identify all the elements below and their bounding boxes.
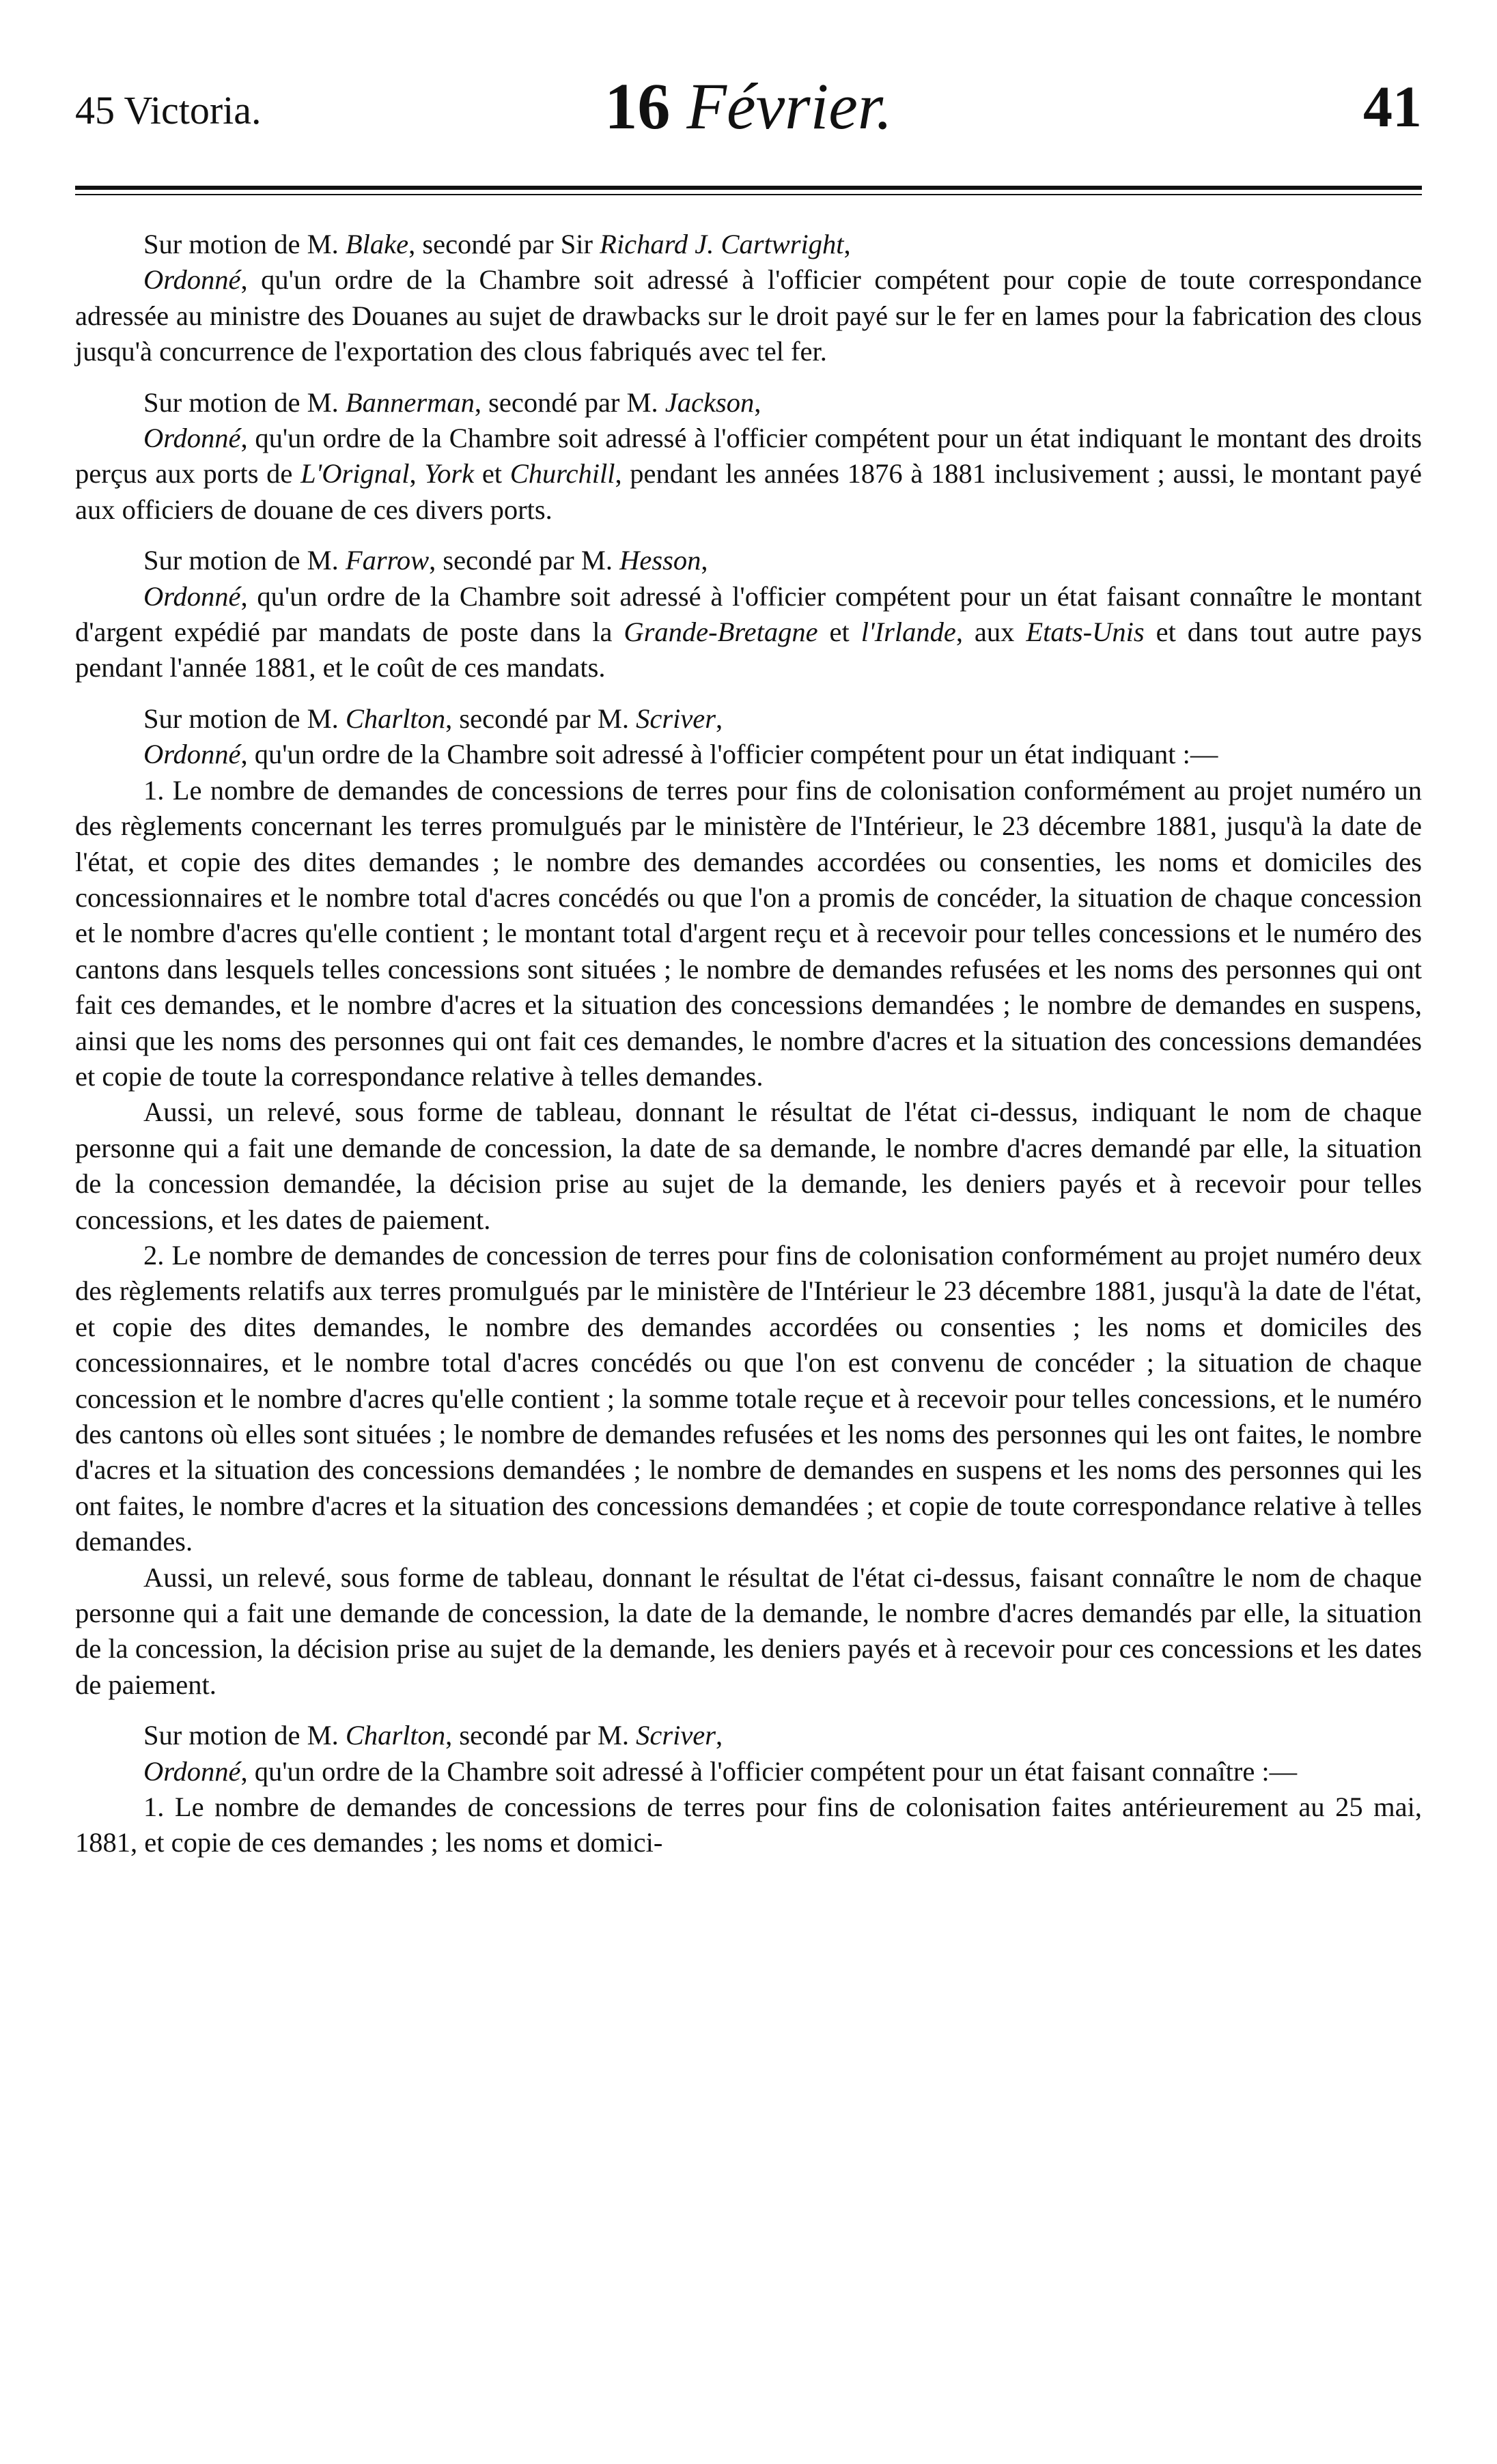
- motion-5-heading: Sur motion de M. Charlton, secondé par M. Scriver,: [143, 1720, 723, 1751]
- motion-3-heading: Sur motion de M. Farrow, secondé par M. Hesson,: [143, 545, 708, 576]
- place-name: l'Irlande: [861, 617, 956, 648]
- session-label: 45 Victoria.: [75, 88, 262, 132]
- place-name: Churchill: [509, 458, 615, 490]
- ordonne-label: Ordonné: [143, 264, 241, 296]
- motion-4-order: Ordonné, qu'un ordre de la Chambre soit adressé à l'officier compétent pour un état indiquant :—: [143, 739, 1218, 770]
- place-name: York: [424, 458, 475, 490]
- place-name: Etats-Unis: [1026, 617, 1145, 648]
- date-month: Février.: [686, 70, 893, 143]
- motion-1-order: Ordonné, qu'un ordre de la Chambre soit adressé à l'officier compétent pour copie de toute correspondance adressée au ministre des Douanes au sujet de drawbacks sur le droit payé sur le fer en lames pour la fabrication des clous jusqu'à concurrence de l'exportation des clous fabriqués avec tel fer.: [75, 264, 1422, 367]
- ordonne-label: Ordonné: [143, 423, 241, 454]
- motion-2-order: Ordonné, qu'un ordre de la Chambre soit adressé à l'officier compétent pour un état indiquant le montant des droits perçus aux ports de L'Orignal, York et Churchill, pendant les années 1876 à 1881 inclusivement ; aussi, le montant payé aux officiers de douane de ces divers ports.: [75, 423, 1422, 525]
- motion-5-item: 1. Le nombre de demandes de concessions de terres pour fins de colonisation faites antérieurement au 25 mai, 1881, et copie de ces demandes ; les noms et domici-: [75, 1792, 1422, 1858]
- mover-name: Bannerman: [345, 386, 475, 418]
- motion-4-item: Aussi, un relevé, sous forme de tableau, donnant le résultat de l'état ci-dessus, faisant connaître le nom de chaque personne qui a fait une demande de concession, la date de la demande, le nombre d'acres demandés par elle, la situation de la concession, la décision prise au sujet de la demande, les deniers payés et à recevoir pour ces concessions et les dates de paiement.: [75, 1561, 1422, 1700]
- ordonne-label: Ordonné: [143, 739, 241, 770]
- mover-name: Charlton: [345, 703, 446, 734]
- seconder-name: Hesson: [619, 545, 701, 576]
- page-number: 41: [1363, 74, 1422, 139]
- motion-4-item: 1. Le nombre de demandes de concessions de terres pour fins de colonisation conformément au projet numéro un des règlements concernant les terres promulgués par le ministère de l'Intérieur, le 23 décembre 1881, jusqu'à la date de l'état, et copie des dites demandes ; le nombre des demandes accordées ou consenties, les noms et domiciles des concessionnaires et le nombre total d'acres concédés ou que l'on a promis de concéder, la situation de chaque concession et le nombre d'acres qu'elle contient ; le montant total d'argent reçu et à recevoir pour telles concessions et le numéro des cantons dans lesquels telles concessions sont situées ; le nombre de demandes refusées et les noms des personnes qui ont fait ces demandes, et le nombre d'acres et la situation des concessions demandées ; le nombre de demandes en suspens, ainsi que les noms des personnes qui ont fait ces demandes, le nombre d'acres et la situation des concessions demandées et copie de toute la correspondance relative à telles demandes.: [75, 774, 1422, 1092]
- motion-3-order: Ordonné, qu'un ordre de la Chambre soit adressé à l'officier compétent pour un état faisant connaître le montant d'argent expédié par mandats de poste dans la Grande-Bretagne et l'Irlande, aux Etats-Unis et dans tout autre pays pendant l'année 1881, et le coût de ces mandats.: [75, 580, 1423, 683]
- date-heading: [75, 68, 1422, 144]
- motion-1-heading: Sur motion de M. Blake, secondé par Sir Richard J. Cartwright,: [143, 229, 851, 259]
- motion-4-heading: Sur motion de M. Charlton, secondé par M. Scriver,: [143, 703, 723, 734]
- seconder-name: Jackson: [664, 386, 755, 418]
- seconder-name: Richard J. Cartwright: [600, 229, 844, 259]
- seconder-name: Scriver: [636, 703, 716, 734]
- mover-name: Charlton: [345, 1720, 446, 1751]
- mover-name: Farrow: [345, 545, 430, 576]
- page-body: [75, 227, 1422, 1861]
- motion-4-item: 2. Le nombre de demandes de concession de terres pour fins de colonisation conformément au projet numéro deux des règlements relatifs aux terres promulgués par le ministère de l'Intérieur le 23 décembre 1881, jusqu'à la date de l'état, et copie des dites demandes, le nombre des demandes accordées ou consenties ; les noms et domiciles des concessionnaires, et le nombre total d'acres concédés ou que l'on est convenu de concéder ; la situation de chaque concession et le nombre d'acres qu'elle contient ; la somme totale reçue et à recevoir pour telles concessions, et le numéro des cantons où elles sont situées ; le nombre de demandes refusées et les noms des personnes qui les ont faites, le nombre d'acres et la situation des concessions demandées ; le nombre de demandes en suspens et les noms des personnes qui les ont faites, le nombre d'acres et la situation des concessions demandées ; et copie de toute correspondance relative à telles demandes.: [75, 1239, 1422, 1557]
- date-day: 16: [604, 70, 671, 143]
- header-rule-thick: [75, 186, 1422, 190]
- ordonne-label: Ordonné: [143, 1755, 241, 1787]
- motion-2-heading: Sur motion de M. Bannerman, secondé par M. Jackson,: [143, 386, 761, 418]
- header-rule-thin: [75, 194, 1422, 195]
- page-header: [75, 68, 1422, 150]
- place-name: L'Orignal: [300, 458, 410, 490]
- motion-4-item: Aussi, un relevé, sous forme de tableau, donnant le résultat de l'état ci-dessus, indiquant le nom de chaque personne qui a fait une demande de concession, la date de sa demande, le nombre d'acres demandé par elle, la situation de la concession demandée, la décision prise au sujet de la demande, les deniers payés et à recevoir pour telles concessions, et les dates de paiement.: [75, 1096, 1422, 1235]
- place-name: Grande-Bretagne: [624, 617, 818, 648]
- mover-name: Blake: [345, 229, 409, 259]
- ordonne-label: Ordonné: [143, 580, 241, 612]
- motion-5-order: Ordonné, qu'un ordre de la Chambre soit adressé à l'officier compétent pour un état faisant connaître :—: [143, 1755, 1298, 1787]
- seconder-name: Scriver: [636, 1720, 716, 1751]
